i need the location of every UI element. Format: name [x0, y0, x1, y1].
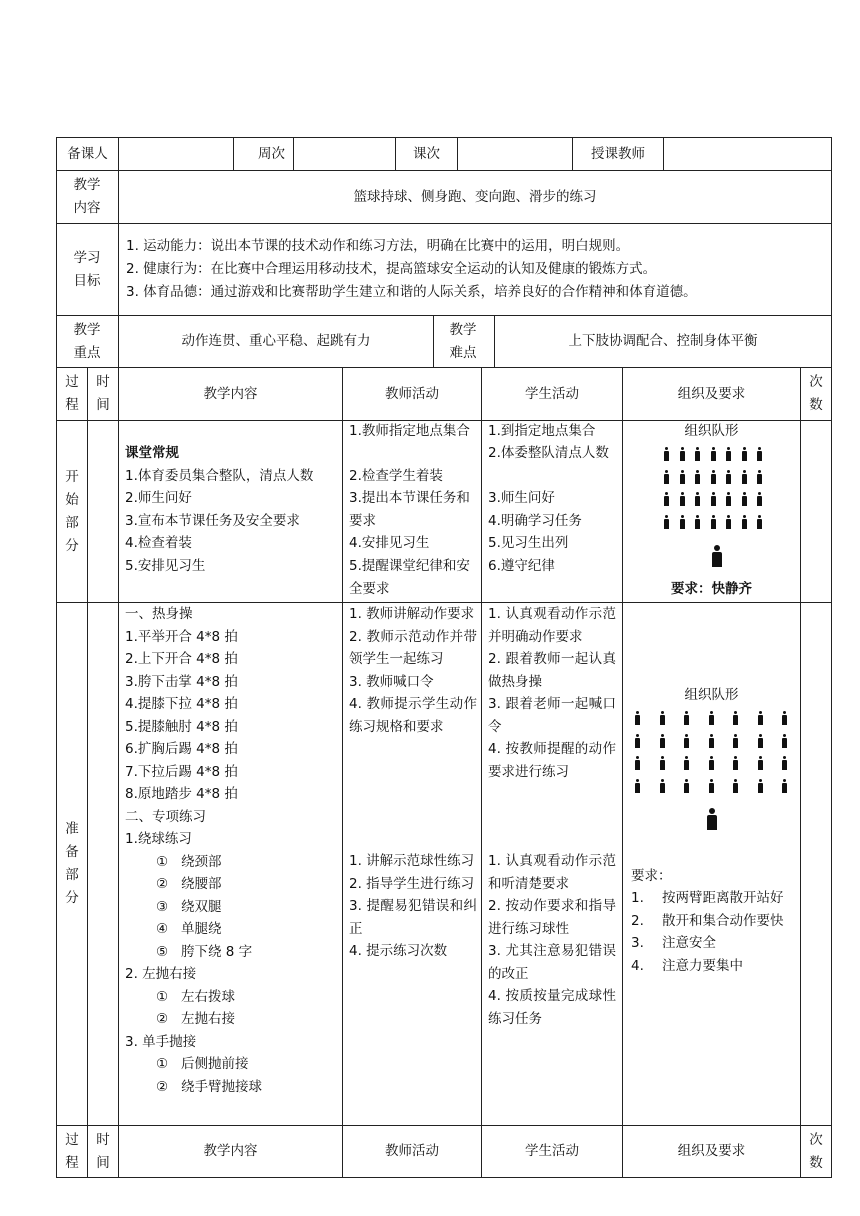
item-text: 注意力要集中: [662, 957, 743, 974]
col-time: 时间: [96, 1131, 110, 1171]
item-text: 3.胯下击掌 4*8 拍: [125, 673, 238, 690]
student-figure-icon: [684, 756, 689, 770]
prep-content-item: [125, 828, 340, 851]
col-teacher: 教师活动: [385, 385, 439, 402]
prep-formation-diagram: [623, 708, 800, 836]
start-student-item: 2.体委整队清点人数: [488, 445, 609, 461]
student-figure-icon: [726, 447, 731, 461]
start-org-requirement: 要求：快静齐: [671, 580, 752, 597]
item-text: 注意安全: [662, 935, 716, 951]
col-content: 教学内容: [203, 1143, 258, 1159]
student-figure-icon: [709, 711, 714, 725]
student-figure-icon: [660, 734, 665, 748]
activity-item: 4. 教师提示学生动作练习规格和要求: [349, 696, 477, 735]
item-number: ④: [155, 921, 169, 937]
start-content-item: 4.检查着装: [125, 535, 192, 551]
student-figure-icon: [711, 470, 716, 484]
prep-student-list-a: [488, 603, 616, 783]
student-figure-icon: [664, 447, 669, 461]
preparer-label: 备课人: [67, 145, 108, 162]
student-figure-icon: [711, 492, 716, 506]
start-formation-diagram: [623, 445, 800, 575]
item-number: ③: [155, 898, 169, 915]
student-figure-icon: [635, 711, 640, 725]
col-time: 时间: [96, 374, 110, 413]
prep-content-item: [125, 648, 340, 671]
student-figure-icon: [695, 447, 700, 461]
student-figure-icon: [742, 447, 747, 461]
item-text: 二、专项练习: [125, 808, 206, 825]
student-figure-icon: [684, 779, 689, 793]
lesson-label: 课次: [413, 145, 440, 162]
student-figure-icon: [758, 734, 763, 748]
student-figure-icon: [757, 470, 762, 484]
item-text: 胯下绕 8 字: [181, 943, 253, 960]
item-text: 5.提膝触肘 4*8 拍: [125, 718, 238, 735]
prep-content-item: [125, 941, 340, 964]
start-teacher-item: 3.提出本节课任务和要求: [349, 490, 470, 529]
prep-content-item: [125, 716, 340, 739]
activity-item: 2. 跟着教师一起认真做热身操: [488, 651, 616, 690]
activity-item: 3. 跟着老师一起喊口令: [488, 696, 616, 735]
col-content: 教学内容: [203, 385, 258, 402]
col-teacher: 教师活动: [385, 1143, 439, 1159]
item-text: 左右拨球: [181, 988, 235, 1005]
org-req-item: [631, 910, 791, 933]
item-number: 3.: [631, 935, 644, 951]
student-figure-icon: [733, 711, 738, 725]
student-figure-icon: [782, 711, 787, 725]
start-teacher-item: 5.提醒课堂纪律和安全要求: [349, 558, 470, 597]
start-process-label: 开始部分: [65, 468, 79, 554]
item-number: ①: [155, 988, 169, 1005]
prep-content-item: [125, 1053, 340, 1076]
prep-content-item: [125, 626, 340, 649]
student-figure-icon: [733, 734, 738, 748]
student-figure-icon: [680, 492, 685, 506]
item-text: 2. 左抛右接: [125, 966, 197, 982]
week-value[interactable]: [294, 138, 395, 170]
student-figure-icon: [680, 447, 685, 461]
item-text: 6.扩胸后踢 4*8 拍: [125, 741, 238, 757]
item-text: 按两臂距离散开站好: [662, 890, 784, 906]
goal-item: 1. 运动能力：说出本节课的技术动作和练习方法，明确在比赛中的运用，明白规则。: [126, 238, 630, 254]
student-figure-icon: [758, 756, 763, 770]
prep-teacher-list-b: [349, 850, 477, 963]
teacher-figure-icon: [707, 808, 717, 830]
activity-item: 2. 指导学生进行练习: [349, 875, 475, 892]
student-figure-icon: [695, 492, 700, 506]
item-text: 绕颈部: [181, 853, 222, 870]
student-figure-icon: [758, 779, 763, 793]
activity-item: 3. 尤其注意易犯错误的改正: [488, 943, 616, 982]
goal-item: 3. 体育品德：通过游戏和比赛帮助学生建立和谐的人际关系，培养良好的合作精神和体育道德。: [126, 284, 697, 300]
student-figure-icon: [695, 515, 700, 529]
student-figure-icon: [782, 734, 787, 748]
item-text: 左抛右接: [181, 1011, 235, 1027]
col-org: 组织及要求: [677, 1143, 746, 1159]
item-text: 后侧抛前接: [181, 1056, 249, 1072]
student-figure-icon: [782, 756, 787, 770]
prep-org-req-list: [631, 887, 791, 977]
prep-content-item: [125, 1076, 340, 1099]
item-text: 2.上下开合 4*8 拍: [125, 651, 238, 667]
start-content-item: 3.宣布本节课任务及安全要求: [125, 513, 300, 529]
week-label: 周次: [258, 145, 285, 162]
goals-label: 学习目标: [73, 249, 101, 289]
student-figure-icon: [742, 470, 747, 484]
item-text: 绕双腿: [181, 898, 222, 915]
item-text: 绕手臂抛接球: [181, 1078, 262, 1095]
prep-content-item: [125, 986, 340, 1009]
col-count: 次数: [809, 1131, 823, 1171]
prep-content-item: [125, 738, 340, 761]
student-figure-icon: [635, 779, 640, 793]
item-text: 4.提膝下拉 4*8 拍: [125, 696, 238, 712]
start-student-item: 4.明确学习任务: [488, 513, 582, 529]
prep-content-item: [125, 806, 340, 829]
col-count: 次数: [809, 374, 823, 413]
student-figure-icon: [709, 756, 714, 770]
item-text: 绕腰部: [181, 876, 222, 892]
teacher-label: 授课教师: [591, 145, 645, 162]
student-figure-icon: [709, 779, 714, 793]
student-figure-icon: [695, 470, 700, 484]
activity-item: 4. 提示练习次数: [349, 943, 448, 959]
student-figure-icon: [726, 492, 731, 506]
student-figure-icon: [733, 756, 738, 770]
activity-item: 4. 按教师提醒的动作要求进行练习: [488, 741, 616, 780]
student-figure-icon: [782, 779, 787, 793]
prep-content-item: [125, 671, 340, 694]
student-figure-icon: [635, 756, 640, 770]
prep-content-item: [125, 1031, 340, 1054]
item-number: 4.: [631, 957, 644, 974]
start-content-title: 课堂常规: [125, 445, 179, 461]
teacher-value[interactable]: [664, 138, 831, 170]
item-number: ①: [155, 853, 169, 870]
prep-content-item: [125, 761, 340, 784]
student-figure-icon: [733, 779, 738, 793]
start-student-item: 5.见习生出列: [488, 535, 569, 551]
prep-content-item: [125, 851, 340, 874]
prep-org-title: 组织队形: [684, 686, 739, 703]
student-figure-icon: [711, 515, 716, 529]
prep-student-list-b: [488, 850, 616, 1030]
start-student-item: 3.师生问好: [488, 490, 555, 506]
student-figure-icon: [684, 734, 689, 748]
item-text: 散开和集合动作要快: [662, 912, 784, 929]
col-student: 学生活动: [525, 385, 579, 402]
item-text: 单腿绕: [181, 921, 222, 937]
student-figure-icon: [680, 470, 685, 484]
student-figure-icon: [684, 711, 689, 725]
start-org-title: 组织队形: [684, 422, 739, 439]
col-process: 过程: [65, 374, 79, 413]
item-text: 1.平举开合 4*8 拍: [125, 628, 238, 645]
student-figure-icon: [742, 515, 747, 529]
item-number: ②: [155, 1078, 169, 1095]
activity-item: 1. 认真观看动作示范并明确动作要求: [488, 606, 616, 645]
item-number: 1.: [631, 890, 644, 906]
start-student-item: 6.遵守纪律: [488, 558, 555, 574]
prep-content-item: [125, 1008, 340, 1031]
start-teacher-item: 2.检查学生着装: [349, 468, 443, 484]
student-figure-icon: [726, 470, 731, 484]
student-figure-icon: [757, 447, 762, 461]
activity-item: 2. 按动作要求和指导进行练习球性: [488, 898, 616, 937]
prep-content-item: [125, 693, 340, 716]
activity-item: 4. 按质按量完成球性练习任务: [488, 988, 616, 1027]
item-text: 7.下拉后踢 4*8 拍: [125, 763, 238, 780]
item-number: ②: [155, 876, 169, 892]
activity-item: 3. 教师喊口令: [349, 673, 434, 690]
student-figure-icon: [726, 515, 731, 529]
prep-content-list: [125, 603, 340, 1098]
start-teacher-item: 4.安排见习生: [349, 535, 430, 551]
activity-item: 3. 提醒易犯错误和纠正: [349, 898, 477, 937]
student-figure-icon: [664, 470, 669, 484]
student-figure-icon: [660, 711, 665, 725]
col-process: 过程: [65, 1131, 79, 1171]
prep-content-item: [125, 918, 340, 941]
teacher-figure-icon: [712, 545, 722, 567]
prep-content-item: [125, 783, 340, 806]
start-content-item: 2.师生问好: [125, 490, 192, 506]
prep-content-item: [125, 603, 340, 626]
difficulty-value: 上下肢协调配合、控制身体平衡: [568, 333, 758, 349]
content-label: 教学内容: [73, 177, 101, 216]
item-number: ⑤: [155, 943, 169, 960]
student-figure-icon: [742, 492, 747, 506]
student-figure-icon: [635, 734, 640, 748]
student-figure-icon: [680, 515, 685, 529]
key-value: 动作连贯、重心平稳、起跳有力: [181, 333, 371, 349]
student-figure-icon: [664, 492, 669, 506]
org-req-item: [631, 955, 791, 978]
goal-item: 2. 健康行为：在比赛中合理运用移动技术，提高篮球安全运动的认知及健康的锻炼方式。: [126, 261, 657, 277]
prep-teacher-list-a: [349, 603, 477, 738]
student-figure-icon: [660, 756, 665, 770]
start-student-item: 1.到指定地点集合: [488, 423, 596, 439]
prep-content-item: [125, 896, 340, 919]
col-org: 组织及要求: [677, 385, 746, 402]
item-number: ①: [155, 1056, 169, 1072]
student-figure-icon: [709, 734, 714, 748]
student-figure-icon: [660, 779, 665, 793]
student-figure-icon: [711, 447, 716, 461]
org-req-item: [631, 932, 791, 955]
key-label: 教学重点: [73, 321, 101, 361]
item-text: 1.绕球练习: [125, 831, 192, 847]
activity-item: 2. 教师示范动作并带领学生一起练习: [349, 628, 477, 667]
start-content-item: 5.安排见习生: [125, 558, 206, 574]
student-figure-icon: [757, 515, 762, 529]
student-figure-icon: [664, 515, 669, 529]
student-figure-icon: [757, 492, 762, 506]
item-number: ②: [155, 1011, 169, 1027]
content-value: 篮球持球、侧身跑、变向跑、滑步的练习: [353, 188, 597, 205]
prep-content-item: [125, 873, 340, 896]
start-content-item: 1.体育委员集合整队，清点人数: [125, 468, 314, 484]
item-text: 3. 单手抛接: [125, 1033, 197, 1050]
col-student: 学生活动: [525, 1143, 579, 1159]
preparer-value[interactable]: [119, 138, 233, 170]
difficulty-label: 教学难点: [449, 321, 477, 361]
start-teacher-item: 1.教师指定地点集合: [349, 423, 470, 439]
student-figure-icon: [758, 711, 763, 725]
item-text: 一、热身操: [125, 606, 193, 622]
item-text: 8.原地踏步 4*8 拍: [125, 786, 238, 802]
lesson-value[interactable]: [458, 138, 572, 170]
activity-item: 1. 教师讲解动作要求: [349, 606, 475, 622]
prep-process-label: 准备部分: [65, 821, 79, 906]
prep-org-req-label: 要求：: [631, 868, 672, 884]
prep-content-item: [125, 963, 340, 986]
item-number: 2.: [631, 912, 644, 929]
org-req-item: [631, 887, 791, 910]
activity-item: 1. 认真观看动作示范和听清楚要求: [488, 853, 616, 892]
activity-item: 1. 讲解示范球性练习: [349, 853, 475, 869]
